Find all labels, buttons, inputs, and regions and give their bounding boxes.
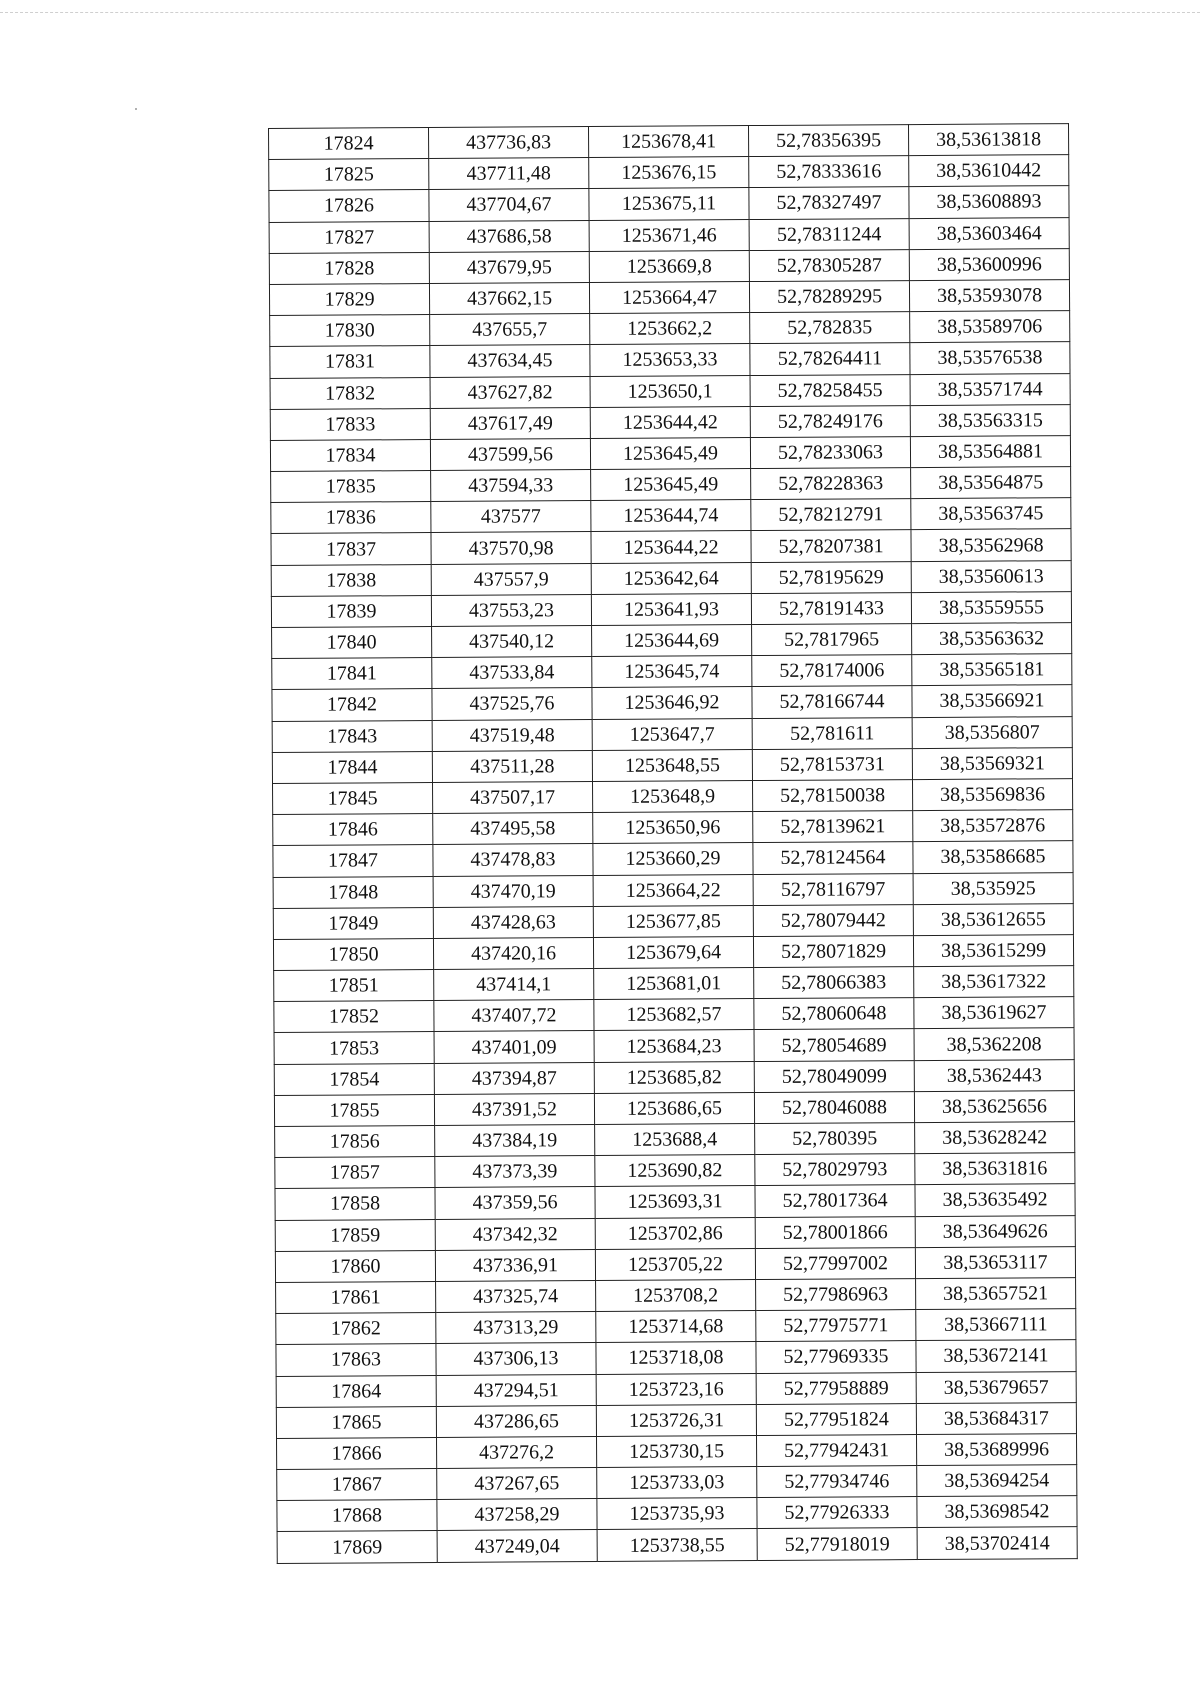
y-coordinate-cell: 1253685,82 (594, 1061, 754, 1093)
y-coordinate-cell: 1253708,2 (596, 1279, 756, 1311)
longitude-cell: 38,53564875 (911, 467, 1071, 499)
point-number-cell: 17851 (274, 970, 434, 1002)
table-row (277, 1465, 1077, 1501)
longitude-cell: 38,53612655 (913, 903, 1073, 935)
longitude-cell: 38,53657521 (916, 1278, 1076, 1310)
x-coordinate-cell: 437313,29 (436, 1312, 596, 1344)
x-coordinate-cell: 437599,56 (430, 438, 590, 470)
longitude-cell: 38,53702414 (917, 1527, 1077, 1559)
x-coordinate-cell: 437525,76 (432, 688, 592, 720)
x-coordinate-cell: 437470,19 (433, 875, 593, 907)
longitude-cell: 38,53653117 (915, 1246, 1075, 1278)
point-number-cell: 17832 (270, 377, 430, 409)
y-coordinate-cell: 1253645,49 (590, 437, 750, 469)
y-coordinate-cell: 1253648,9 (592, 780, 752, 812)
latitude-cell: 52,78264411 (750, 343, 910, 375)
table-row (273, 810, 1073, 846)
table-row (274, 997, 1074, 1033)
latitude-cell: 52,77951824 (756, 1403, 916, 1435)
point-number-cell: 17845 (273, 782, 433, 814)
x-coordinate-cell: 437594,33 (431, 470, 591, 502)
longitude-cell: 38,53689996 (916, 1433, 1076, 1465)
y-coordinate-cell: 1253681,01 (594, 968, 754, 1000)
table-row (277, 1527, 1077, 1563)
point-number-cell: 17864 (276, 1375, 436, 1407)
longitude-cell: 38,53571744 (910, 373, 1070, 405)
latitude-cell: 52,781611 (752, 717, 912, 749)
point-number-cell: 17858 (275, 1188, 435, 1220)
x-coordinate-cell: 437267,65 (437, 1468, 597, 1500)
table-row (276, 1278, 1076, 1314)
table-row (271, 498, 1071, 534)
longitude-cell: 38,53631816 (915, 1153, 1075, 1185)
point-number-cell: 17855 (274, 1094, 434, 1126)
latitude-cell: 52,78060648 (754, 998, 914, 1030)
longitude-cell: 38,53572876 (913, 810, 1073, 842)
x-coordinate-cell: 437553,23 (431, 594, 591, 626)
longitude-cell: 38,53603464 (909, 217, 1069, 249)
point-number-cell: 17848 (273, 876, 433, 908)
table-row (269, 217, 1069, 253)
latitude-cell: 52,78153731 (752, 748, 912, 780)
y-coordinate-cell: 1253645,49 (591, 469, 751, 501)
table-row (270, 342, 1070, 378)
y-coordinate-cell: 1253664,47 (589, 281, 749, 313)
x-coordinate-cell: 437306,13 (436, 1343, 596, 1375)
y-coordinate-cell: 1253653,33 (590, 344, 750, 376)
latitude-cell: 52,78029793 (755, 1154, 915, 1186)
point-number-cell: 17856 (275, 1126, 435, 1158)
y-coordinate-cell: 1253646,92 (592, 687, 752, 719)
longitude-cell: 38,53628242 (915, 1122, 1075, 1154)
latitude-cell: 52,78017364 (755, 1185, 915, 1217)
point-number-cell: 17862 (276, 1313, 436, 1345)
longitude-cell: 38,53698542 (917, 1496, 1077, 1528)
latitude-cell: 52,78046088 (754, 1091, 914, 1123)
y-coordinate-cell: 1253644,74 (591, 500, 751, 532)
point-number-cell: 17828 (269, 252, 429, 284)
table-row (274, 1028, 1074, 1064)
point-number-cell: 17846 (273, 814, 433, 846)
point-number-cell: 17833 (270, 408, 430, 440)
latitude-cell: 52,78212791 (751, 499, 911, 531)
latitude-cell: 52,78166744 (752, 686, 912, 718)
point-number-cell: 17859 (275, 1219, 435, 1251)
latitude-cell: 52,77958889 (756, 1372, 916, 1404)
longitude-cell: 38,53593078 (909, 280, 1069, 312)
scan-edge-line (0, 12, 1200, 13)
latitude-cell: 52,78207381 (751, 530, 911, 562)
x-coordinate-cell: 437495,58 (433, 813, 593, 845)
y-coordinate-cell: 1253726,31 (596, 1404, 756, 1436)
x-coordinate-cell: 437655,7 (430, 314, 590, 346)
point-number-cell: 17829 (269, 283, 429, 315)
x-coordinate-cell: 437557,9 (431, 563, 591, 595)
longitude-cell: 38,53694254 (917, 1465, 1077, 1497)
table-row (269, 280, 1069, 316)
point-number-cell: 17840 (272, 627, 432, 659)
latitude-cell: 52,78124564 (753, 842, 913, 874)
latitude-cell: 52,78049099 (754, 1060, 914, 1092)
coordinates-table-body (269, 124, 1078, 1563)
x-coordinate-cell: 437428,63 (433, 906, 593, 938)
table-row (276, 1371, 1076, 1407)
y-coordinate-cell: 1253644,69 (592, 625, 752, 657)
point-number-cell: 17825 (269, 159, 429, 191)
table-row (277, 1433, 1077, 1469)
y-coordinate-cell: 1253686,65 (594, 1092, 754, 1124)
y-coordinate-cell: 1253679,64 (593, 936, 753, 968)
longitude-cell: 38,53569321 (912, 747, 1072, 779)
latitude-cell: 52,78249176 (750, 405, 910, 437)
latitude-cell: 52,78079442 (753, 904, 913, 936)
point-number-cell: 17831 (270, 346, 430, 378)
longitude-cell: 38,53566921 (912, 685, 1072, 717)
point-number-cell: 17827 (269, 221, 429, 253)
longitude-cell: 38,53635492 (915, 1184, 1075, 1216)
latitude-cell: 52,77942431 (756, 1434, 916, 1466)
point-number-cell: 17863 (276, 1344, 436, 1376)
x-coordinate-cell: 437679,95 (429, 251, 589, 283)
latitude-cell: 52,78195629 (751, 561, 911, 593)
point-number-cell: 17860 (275, 1250, 435, 1282)
latitude-cell: 52,78054689 (754, 1029, 914, 1061)
table-row (269, 124, 1069, 160)
y-coordinate-cell: 1253650,96 (593, 812, 753, 844)
table-row (269, 186, 1069, 222)
coordinates-table (268, 123, 1078, 1563)
latitude-cell: 52,7817965 (752, 624, 912, 656)
y-coordinate-cell: 1253688,4 (595, 1124, 755, 1156)
table-row (275, 1122, 1075, 1158)
y-coordinate-cell: 1253723,16 (596, 1373, 756, 1405)
point-number-cell: 17857 (275, 1157, 435, 1189)
x-coordinate-cell: 437634,45 (430, 345, 590, 377)
longitude-cell: 38,53684317 (916, 1402, 1076, 1434)
longitude-cell: 38,53610442 (909, 155, 1069, 187)
table-row (275, 1184, 1075, 1220)
longitude-cell: 38,53679657 (916, 1371, 1076, 1403)
latitude-cell: 52,78174006 (752, 655, 912, 687)
table-row (271, 560, 1071, 596)
x-coordinate-cell: 437577 (431, 501, 591, 533)
x-coordinate-cell: 437414,1 (434, 969, 594, 1001)
point-number-cell: 17842 (272, 689, 432, 721)
x-coordinate-cell: 437394,87 (434, 1062, 594, 1094)
x-coordinate-cell: 437570,98 (431, 532, 591, 564)
point-number-cell: 17824 (269, 128, 429, 160)
point-number-cell: 17837 (271, 533, 431, 565)
latitude-cell: 52,78116797 (753, 873, 913, 905)
longitude-cell: 38,53576538 (910, 342, 1070, 374)
longitude-cell: 38,5362443 (914, 1059, 1074, 1091)
x-coordinate-cell: 437662,15 (429, 282, 589, 314)
table-row (273, 934, 1073, 970)
table-row (271, 529, 1071, 565)
y-coordinate-cell: 1253662,2 (590, 313, 750, 345)
y-coordinate-cell: 1253671,46 (589, 219, 749, 251)
table-row (270, 435, 1070, 471)
y-coordinate-cell: 1253733,03 (597, 1467, 757, 1499)
y-coordinate-cell: 1253650,1 (590, 375, 750, 407)
x-coordinate-cell: 437276,2 (437, 1436, 597, 1468)
y-coordinate-cell: 1253690,82 (595, 1155, 755, 1187)
table-row (269, 248, 1069, 284)
longitude-cell: 38,53625656 (914, 1090, 1074, 1122)
latitude-cell: 52,78233063 (750, 436, 910, 468)
table-row (272, 747, 1072, 783)
y-coordinate-cell: 1253735,93 (597, 1498, 757, 1530)
y-coordinate-cell: 1253730,15 (596, 1435, 756, 1467)
y-coordinate-cell: 1253644,42 (590, 406, 750, 438)
point-number-cell: 17853 (274, 1032, 434, 1064)
longitude-cell: 38,53649626 (915, 1215, 1075, 1247)
longitude-cell: 38,53586685 (913, 841, 1073, 873)
point-number-cell: 17852 (274, 1001, 434, 1033)
table-row (271, 467, 1071, 503)
y-coordinate-cell: 1253738,55 (597, 1529, 757, 1561)
table-row (271, 591, 1071, 627)
point-number-cell: 17850 (273, 938, 433, 970)
point-number-cell: 17836 (271, 502, 431, 534)
table-row (276, 1402, 1076, 1438)
longitude-cell: 38,53563632 (912, 623, 1072, 655)
latitude-cell: 52,78356395 (748, 125, 908, 157)
point-number-cell: 17830 (270, 315, 430, 347)
longitude-cell: 38,535925 (913, 872, 1073, 904)
y-coordinate-cell: 1253669,8 (589, 250, 749, 282)
x-coordinate-cell: 437407,72 (434, 1000, 594, 1032)
x-coordinate-cell: 437258,29 (437, 1499, 597, 1531)
latitude-cell: 52,77969335 (756, 1341, 916, 1373)
table-row (273, 872, 1073, 908)
point-number-cell: 17867 (277, 1469, 437, 1501)
table-row (277, 1496, 1077, 1532)
longitude-cell: 38,53563315 (910, 404, 1070, 436)
table-row (276, 1309, 1076, 1345)
longitude-cell: 38,53617322 (914, 966, 1074, 998)
y-coordinate-cell: 1253675,11 (589, 188, 749, 220)
x-coordinate-cell: 437401,09 (434, 1031, 594, 1063)
y-coordinate-cell: 1253682,57 (594, 999, 754, 1031)
table-row (275, 1215, 1075, 1251)
y-coordinate-cell: 1253645,74 (592, 656, 752, 688)
longitude-cell: 38,53563745 (911, 498, 1071, 530)
point-number-cell: 17866 (277, 1437, 437, 1469)
table-row (272, 623, 1072, 659)
y-coordinate-cell: 1253714,68 (596, 1311, 756, 1343)
longitude-cell: 38,5356807 (912, 716, 1072, 748)
table-row (269, 155, 1069, 191)
table-row (274, 1059, 1074, 1095)
table-row (274, 966, 1074, 1002)
table-row (274, 1090, 1074, 1126)
x-coordinate-cell: 437736,83 (429, 127, 589, 159)
y-coordinate-cell: 1253664,22 (593, 874, 753, 906)
coordinates-table-wrapper (268, 123, 1077, 1563)
x-coordinate-cell: 437507,17 (433, 781, 593, 813)
x-coordinate-cell: 437540,12 (432, 626, 592, 658)
table-row (276, 1340, 1076, 1376)
table-row (273, 841, 1073, 877)
x-coordinate-cell: 437704,67 (429, 189, 589, 221)
longitude-cell: 38,53564881 (910, 435, 1070, 467)
table-row (270, 373, 1070, 409)
latitude-cell: 52,78311244 (749, 218, 909, 250)
point-number-cell: 17838 (271, 564, 431, 596)
y-coordinate-cell: 1253648,55 (592, 749, 752, 781)
table-row (272, 685, 1072, 721)
y-coordinate-cell: 1253684,23 (594, 1030, 754, 1062)
latitude-cell: 52,78139621 (753, 811, 913, 843)
longitude-cell: 38,53672141 (916, 1340, 1076, 1372)
point-number-cell: 17839 (271, 595, 431, 627)
table-row (272, 716, 1072, 752)
x-coordinate-cell: 437627,82 (430, 376, 590, 408)
latitude-cell: 52,78071829 (753, 935, 913, 967)
latitude-cell: 52,78289295 (749, 281, 909, 313)
longitude-cell: 38,53589706 (910, 311, 1070, 343)
latitude-cell: 52,78327497 (749, 187, 909, 219)
x-coordinate-cell: 437325,74 (436, 1280, 596, 1312)
latitude-cell: 52,77918019 (757, 1528, 917, 1560)
table-row (272, 654, 1072, 690)
latitude-cell: 52,78191433 (751, 592, 911, 624)
point-number-cell: 17843 (272, 720, 432, 752)
longitude-cell: 38,53560613 (911, 560, 1071, 592)
x-coordinate-cell: 437342,32 (435, 1218, 595, 1250)
y-coordinate-cell: 1253678,41 (588, 126, 748, 158)
scan-speck (135, 108, 137, 110)
y-coordinate-cell: 1253660,29 (593, 843, 753, 875)
table-row (270, 311, 1070, 347)
longitude-cell: 38,53569836 (912, 779, 1072, 811)
y-coordinate-cell: 1253676,15 (589, 157, 749, 189)
point-number-cell: 17854 (274, 1063, 434, 1095)
x-coordinate-cell: 437686,58 (429, 220, 589, 252)
table-row (273, 779, 1073, 815)
x-coordinate-cell: 437391,52 (434, 1093, 594, 1125)
longitude-cell: 38,53559555 (911, 591, 1071, 623)
latitude-cell: 52,78228363 (751, 468, 911, 500)
x-coordinate-cell: 437478,83 (433, 844, 593, 876)
latitude-cell: 52,78001866 (755, 1216, 915, 1248)
x-coordinate-cell: 437286,65 (436, 1405, 596, 1437)
latitude-cell: 52,78333616 (749, 156, 909, 188)
point-number-cell: 17865 (276, 1406, 436, 1438)
latitude-cell: 52,77986963 (756, 1279, 916, 1311)
x-coordinate-cell: 437336,91 (435, 1249, 595, 1281)
x-coordinate-cell: 437384,19 (435, 1125, 595, 1157)
table-row (273, 903, 1073, 939)
table-row (275, 1153, 1075, 1189)
point-number-cell: 17844 (272, 751, 432, 783)
x-coordinate-cell: 437359,56 (435, 1187, 595, 1219)
longitude-cell: 38,53613818 (908, 124, 1068, 156)
y-coordinate-cell: 1253677,85 (593, 905, 753, 937)
x-coordinate-cell: 437420,16 (433, 937, 593, 969)
x-coordinate-cell: 437511,28 (432, 750, 592, 782)
latitude-cell: 52,78150038 (752, 780, 912, 812)
longitude-cell: 38,53619627 (914, 997, 1074, 1029)
latitude-cell: 52,78258455 (750, 374, 910, 406)
latitude-cell: 52,782835 (750, 312, 910, 344)
point-number-cell: 17835 (271, 471, 431, 503)
point-number-cell: 17849 (273, 907, 433, 939)
longitude-cell: 38,53600996 (909, 248, 1069, 280)
y-coordinate-cell: 1253718,08 (596, 1342, 756, 1374)
longitude-cell: 38,5362208 (914, 1028, 1074, 1060)
longitude-cell: 38,53565181 (912, 654, 1072, 686)
longitude-cell: 38,53562968 (911, 529, 1071, 561)
latitude-cell: 52,77926333 (757, 1497, 917, 1529)
point-number-cell: 17826 (269, 190, 429, 222)
y-coordinate-cell: 1253705,22 (595, 1248, 755, 1280)
y-coordinate-cell: 1253702,86 (595, 1217, 755, 1249)
x-coordinate-cell: 437373,39 (435, 1156, 595, 1188)
point-number-cell: 17841 (272, 658, 432, 690)
latitude-cell: 52,77934746 (757, 1466, 917, 1498)
y-coordinate-cell: 1253642,64 (591, 562, 751, 594)
y-coordinate-cell: 1253641,93 (591, 593, 751, 625)
point-number-cell: 17869 (277, 1531, 437, 1563)
table-row (270, 404, 1070, 440)
point-number-cell: 17834 (270, 439, 430, 471)
latitude-cell: 52,780395 (755, 1123, 915, 1155)
x-coordinate-cell: 437533,84 (432, 657, 592, 689)
x-coordinate-cell: 437519,48 (432, 719, 592, 751)
y-coordinate-cell: 1253644,22 (591, 531, 751, 563)
latitude-cell: 52,77997002 (755, 1247, 915, 1279)
point-number-cell: 17868 (277, 1500, 437, 1532)
y-coordinate-cell: 1253693,31 (595, 1186, 755, 1218)
table-row (275, 1246, 1075, 1282)
point-number-cell: 17847 (273, 845, 433, 877)
point-number-cell: 17861 (276, 1281, 436, 1313)
x-coordinate-cell: 437249,04 (437, 1530, 597, 1562)
y-coordinate-cell: 1253647,7 (592, 718, 752, 750)
latitude-cell: 52,78305287 (749, 249, 909, 281)
x-coordinate-cell: 437294,51 (436, 1374, 596, 1406)
x-coordinate-cell: 437617,49 (430, 407, 590, 439)
x-coordinate-cell: 437711,48 (429, 158, 589, 190)
longitude-cell: 38,53667111 (916, 1309, 1076, 1341)
latitude-cell: 52,77975771 (756, 1310, 916, 1342)
latitude-cell: 52,78066383 (754, 967, 914, 999)
longitude-cell: 38,53608893 (909, 186, 1069, 218)
longitude-cell: 38,53615299 (913, 934, 1073, 966)
